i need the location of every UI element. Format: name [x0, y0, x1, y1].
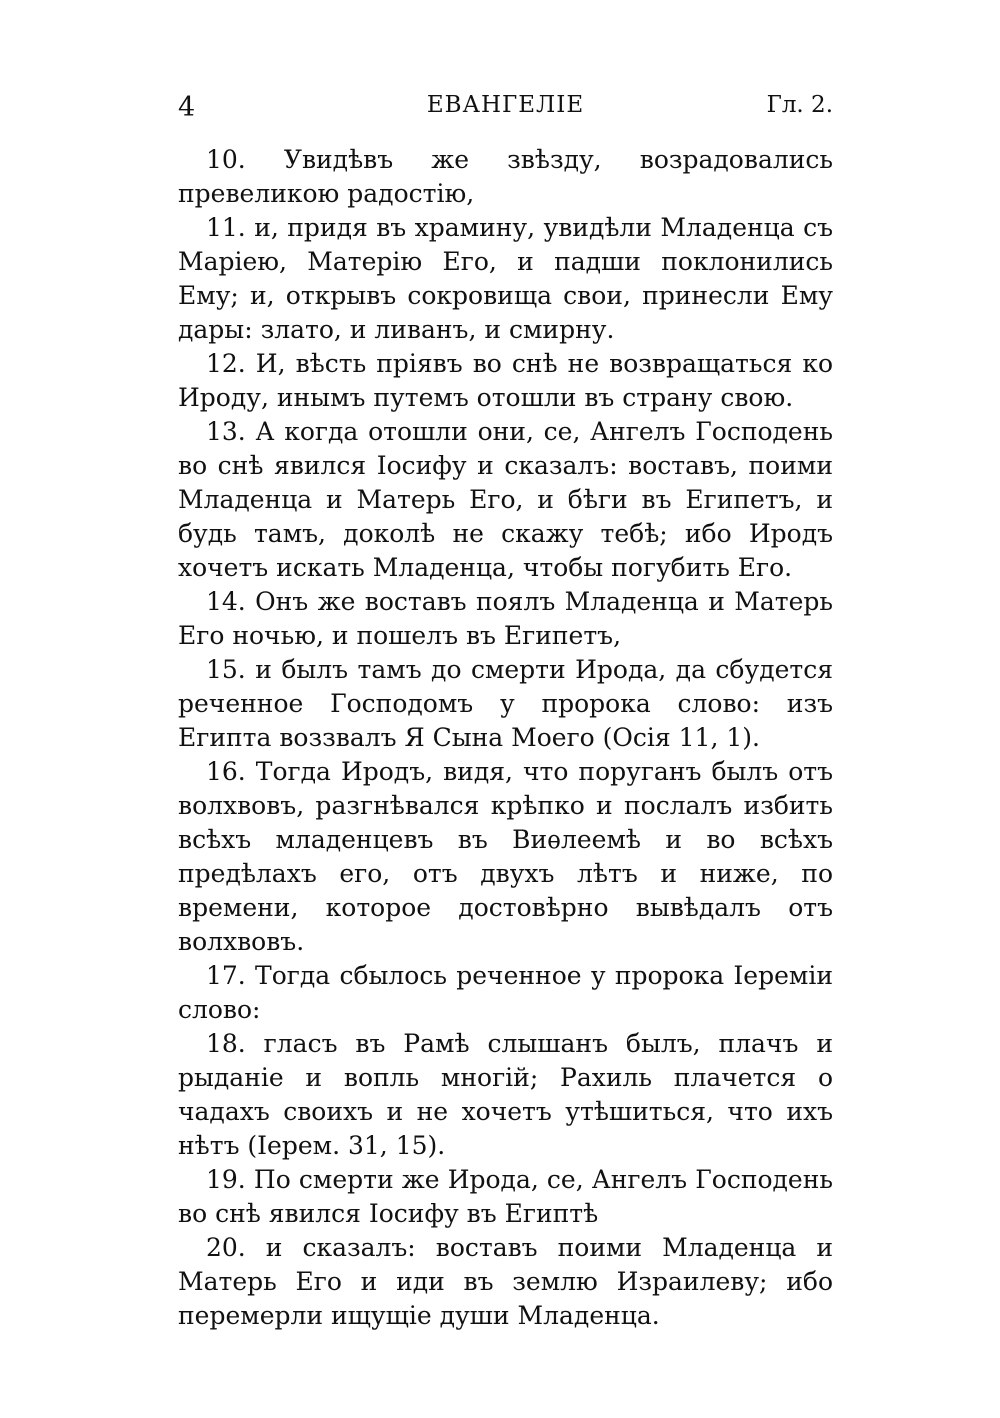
verse-16: 16. Тогда Иродъ, видя, что поруганъ былъ отъ волхвовъ, разгнѣвался крѣпко и послалъ избить всѣхъ младенцевъ въ Виѳлеемѣ и во всѣхъ предѣлахъ его, отъ двухъ лѣтъ и ниже, по времени, которое достовѣрно вывѣдалъ отъ волхвовъ.	[178, 757, 833, 956]
scripture-text	[178, 143, 833, 1333]
verse-15: 15. и былъ тамъ до смерти Ирода, да сбудется реченное Господомъ у пророка слово: изъ Египта воззвалъ Я Сына Моего (Осія 11, 1).	[178, 655, 833, 752]
running-title: ЕВАНГЕЛІЕ	[426, 92, 585, 118]
page-number: 4	[178, 92, 196, 123]
verse-10: 10. Увидѣвъ же звѣзду, возрадовались превеликою радостію,	[178, 145, 833, 208]
verse-18: 18. гласъ въ Рамѣ слышанъ былъ, плачъ и рыданіе и вопль многій; Рахиль плачется о чадахъ своихъ и не хочетъ утѣшиться, что ихъ нѣтъ (Iерем. 31, 15).	[178, 1029, 833, 1160]
verse-11: 11. и, придя въ храмину, увидѣли Младенца съ Маріею, Матерію Его, и падши поклонились Ему; и, открывъ сокровища свои, принесли Ему дары: злато, и ливанъ, и смирну.	[178, 213, 833, 344]
verse-14: 14. Онъ же воставъ поялъ Младенца и Матерь Его ночью, и пошелъ въ Египетъ,	[178, 587, 833, 650]
verse-12: 12. И, вѣсть пріявъ во снѣ не возвращаться ко Ироду, инымъ путемъ отошли въ страну свою.	[178, 349, 833, 412]
verse-13: 13. А когда отошли они, се, Ангелъ Господень во снѣ явился Іосифу и сказалъ: воставъ, поими Младенца и Матерь Его, и бѣги въ Египетъ, и будь тамъ, доколѣ не скажу тебѣ; ибо Иродъ хочетъ искать Младенца, чтобы погубить Его.	[178, 417, 833, 582]
verse-17: 17. Тогда сбылось реченное у пророка Іереміи слово:	[178, 961, 833, 1024]
running-header	[178, 92, 833, 132]
chapter-reference: Гл. 2.	[766, 92, 833, 118]
verse-19: 19. По смерти же Ирода, се, Ангелъ Господень во снѣ явился Іосифу въ Египтѣ	[178, 1165, 833, 1228]
verse-20: 20. и сказалъ: воставъ поими Младенца и Матерь Его и иди въ землю Израилеву; ибо перемерли ищущіе души Младенца.	[178, 1233, 833, 1330]
